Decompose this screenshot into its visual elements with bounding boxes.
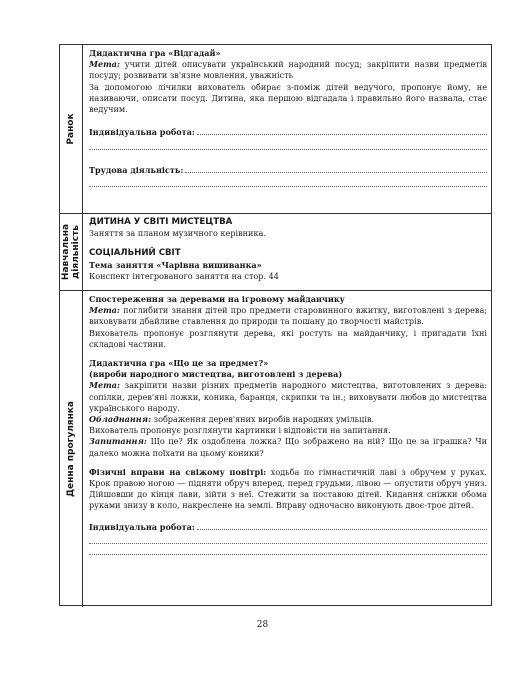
game2-goal-text: закріпити назви різних предметів народного мистецтва, виготовлених з дерева: сопілки, дерев'яні ложки, коника, баранця, скрипки та ін.; виховувати любов до мистецтва українського народу.: [89, 380, 487, 413]
morning-goal-label: Мета:: [89, 59, 120, 70]
walk-side-cell: [60, 291, 83, 607]
morning-goal-text: учити дітей описувати український народний посуд; закріпити назви предметів посуду; розвивати зв'язне мовлення, уважність: [89, 59, 487, 81]
morning-row: [60, 45, 491, 214]
lesson-summary: Конспект інтегрованого заняття на стор. 44: [89, 270, 279, 281]
walk-individual-fill: [197, 521, 487, 530]
morning-blank-line: [89, 138, 487, 149]
walk-individual-line: [89, 521, 487, 533]
art-text: Заняття за планом музичного керівника.: [89, 228, 266, 239]
morning-labor-line: [89, 164, 487, 176]
morning-label: Ранок: [66, 113, 76, 145]
questions-text: Що це? Як оздоблена ложка? Що зображено на ній? Що це за іграшка? Чи далеко можна поїхати на цьому коники?: [89, 436, 487, 458]
walk-blank-line-2: [89, 544, 487, 555]
lessons-row: [60, 214, 491, 291]
art-heading: ДИТИНА У СВІТІ МИСТЕЦТВА: [89, 217, 233, 227]
morning-content: [89, 48, 487, 187]
physical-exercises: [89, 467, 487, 512]
game2-title: Дидактична гра «Що це за предмет?»: [89, 358, 269, 369]
game2-goal: [89, 380, 487, 414]
plan-table: [59, 44, 492, 606]
observation-title: Спостереження за деревами на ігровому майданчику: [89, 294, 345, 304]
morning-individual-label: Індивідуальна робота:: [89, 127, 195, 138]
observation-description: Вихователь пропонує розглянути дерева, які ростуть на майданчику, і пригадати їхні складові частини.: [89, 327, 487, 349]
morning-labor-blank-line: [89, 176, 487, 187]
questions-label: Запитання:: [89, 436, 147, 447]
observation-goal-text: поглибити знання дітей про предмети старовинного вжитку, виготовлені з дерева; виховувати дбайливе ставлення до природи та пошану до творчості майстрів.: [89, 305, 487, 327]
observation-goal: [89, 305, 487, 327]
page-number: 28: [256, 620, 269, 630]
walk-label: Денна прогулянка: [66, 401, 76, 497]
physical-exercises-label: Фізичні вправи на свіжому повітрі:: [89, 466, 267, 477]
morning-individual-fill: [197, 126, 487, 135]
morning-description: За допомогою лічилки вихователь обирає з-поміж дітей ведучого, пропонує йому, не називаючи, описати посуд. Дитина, яка першою відгадала і правильно його назвала, стає ведучим.: [89, 81, 487, 115]
walk-blank-line-1: [89, 533, 487, 544]
game2-goal-label: Мета:: [89, 380, 120, 391]
lessons-side-cell: [60, 214, 83, 290]
equipment-label: Обладнання:: [89, 414, 152, 425]
walk-row: [60, 291, 491, 607]
walk-individual-label: Індивідуальна робота:: [89, 521, 195, 532]
morning-labor-fill: [185, 164, 487, 173]
game2-equipment: [89, 414, 487, 425]
walk-content: [89, 294, 487, 555]
lessons-label: Навчальна діяльність: [61, 223, 81, 281]
lessons-content: [89, 217, 487, 282]
morning-individual-line: [89, 126, 487, 138]
morning-side-cell: [60, 45, 83, 213]
physical-exercises-text: ходьба по гімнастичній лаві з обручем у руках. Крок правою ногою — підняти обруч вперед, перед грудьми, лівою — опустити обруч униз. Дійшовши до кінця лави, зійти з неї. Стежити за поставою дітей. Кидання сніжки обома руками знизу в коло, накреслене на землі. Вправу одночасно виконують двоє-троє дітей.: [89, 466, 488, 511]
morning-game-title: Дидактична гра «Відгадай»: [89, 48, 221, 58]
morning-goal: [89, 59, 487, 81]
morning-labor-label: Трудова діяльність:: [89, 164, 184, 175]
social-heading: СОЦІАЛЬНИЙ СВІТ: [89, 248, 181, 259]
lesson-topic: Тема заняття «Чарівна вишиванка»: [89, 259, 262, 270]
equipment-text: зображення дерев'яних виробів народних умільців.: [151, 414, 374, 425]
game2-equipment-description: Вихователь пропонує розглянути картинки і відповісти на запитання.: [89, 425, 391, 436]
game2-questions: [89, 436, 487, 458]
observation-goal-label: Мета:: [89, 305, 120, 316]
game2-subtitle: (вироби народного мистецтва, виготовлені з дерева): [89, 369, 343, 380]
